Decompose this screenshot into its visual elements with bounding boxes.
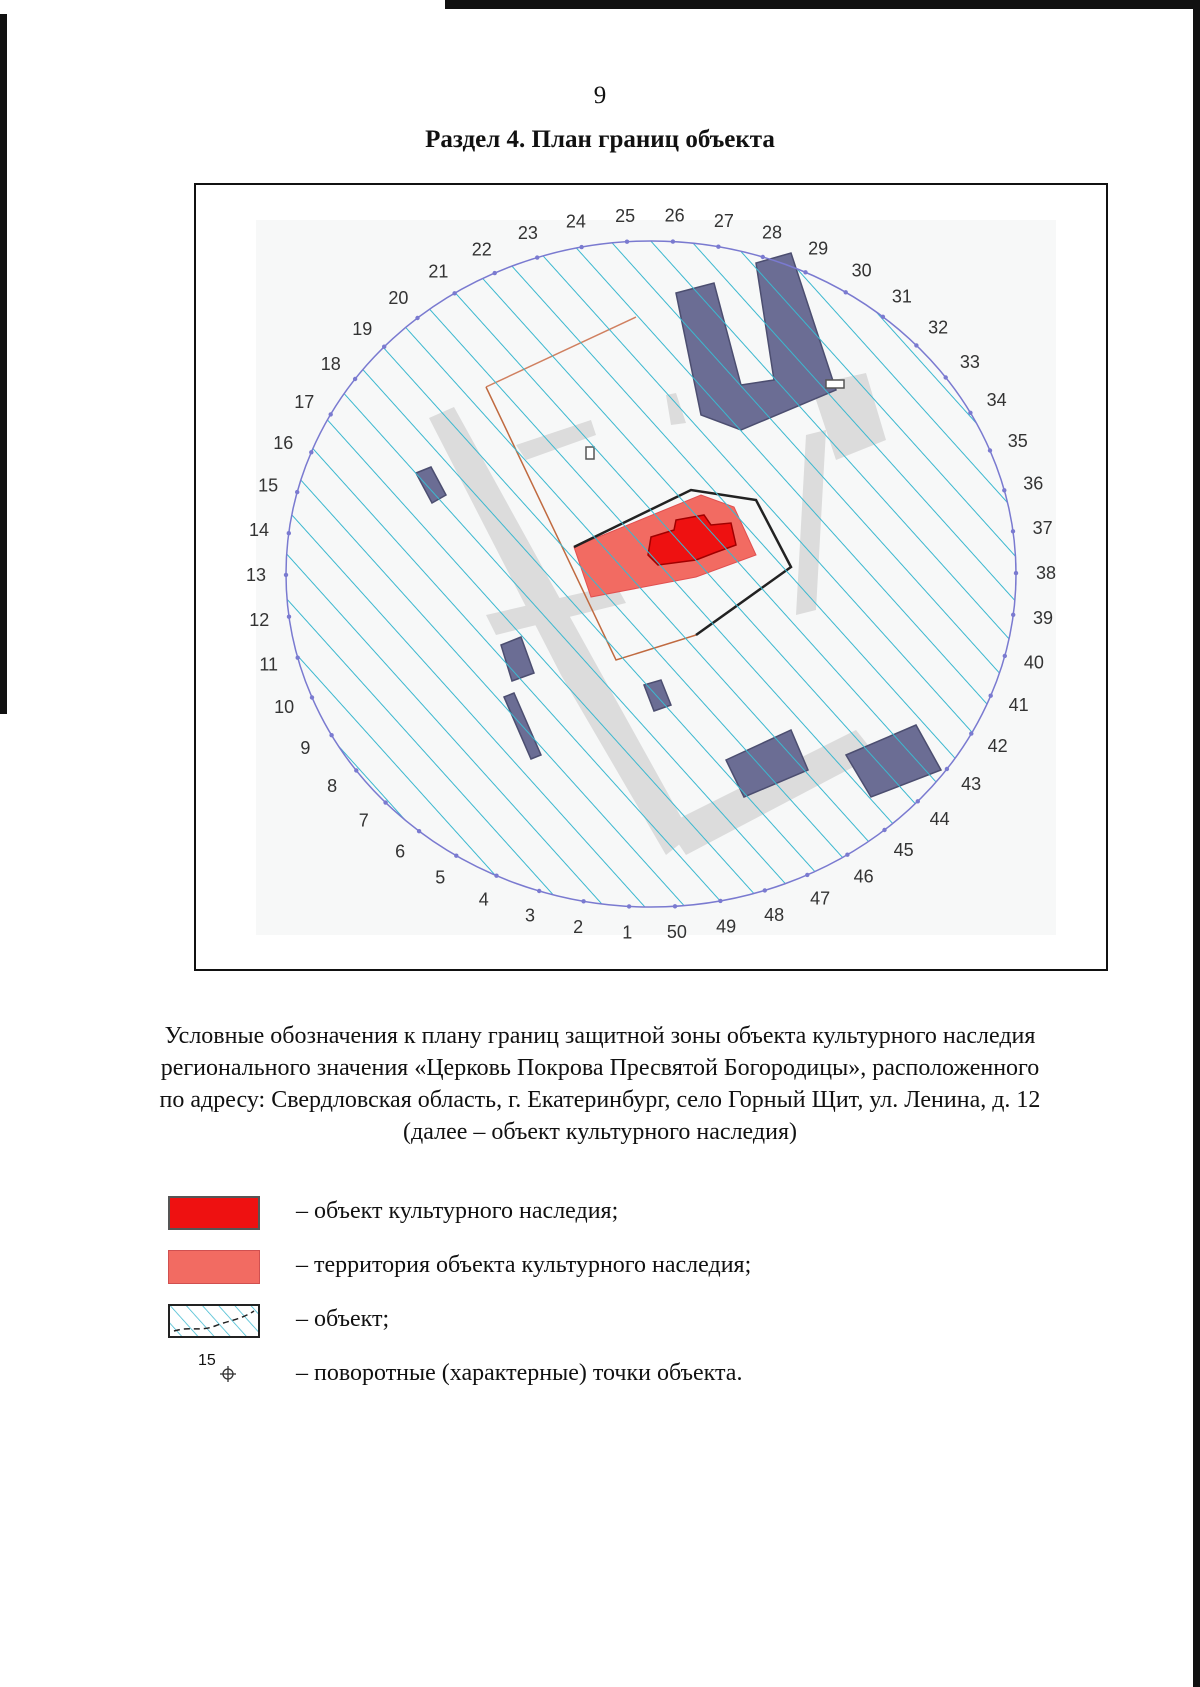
boundary-point-label: 6	[395, 841, 406, 862]
boundary-point-marker	[988, 448, 992, 452]
boundary-point-marker	[287, 615, 291, 619]
boundary-point-marker	[671, 239, 675, 243]
boundary-point-marker	[844, 290, 848, 294]
boundary-point-label: 48	[764, 905, 785, 926]
boundary-point-label: 40	[1023, 652, 1044, 673]
section-title: Раздел 4. План границ объекта	[425, 126, 775, 153]
boundary-point-label: 16	[273, 432, 294, 453]
boundary-point-label: 14	[248, 520, 270, 540]
boundary-point-label: 15	[258, 475, 279, 496]
point-marker-symbol	[198, 1352, 258, 1392]
boundary-point-label: 7	[358, 810, 369, 831]
boundary-point-label: 3	[524, 905, 536, 926]
plan-drawing	[196, 185, 1106, 969]
boundary-point-marker	[1011, 529, 1015, 533]
boundary-point-label: 42	[987, 736, 1008, 757]
boundary-point-marker	[673, 904, 677, 908]
boundary-point-marker	[1014, 571, 1018, 575]
heritage-territory-swatch	[168, 1250, 260, 1284]
boundary-point-label: 4	[478, 889, 489, 910]
boundary-point-marker	[295, 490, 299, 494]
boundary-point-marker	[761, 255, 765, 259]
boundary-point-label: 5	[435, 867, 446, 888]
boundary-point-label: 17	[294, 391, 315, 412]
scan-edge-right	[1193, 0, 1200, 1687]
boundary-point-label: 25	[615, 205, 636, 226]
boundary-point-label: 45	[893, 840, 914, 860]
boundary-point-label: 11	[259, 654, 279, 675]
boundary-point-label: 20	[388, 288, 409, 308]
boundary-point-marker	[354, 768, 358, 772]
legend-item-heritage-territory	[168, 1244, 1068, 1298]
page-number: 9	[593, 82, 607, 109]
boundary-point-label: 13	[245, 565, 267, 585]
boundary-point-label: 26	[664, 205, 685, 226]
boundary-point-marker	[914, 343, 918, 347]
boundary-point-label: 18	[320, 353, 341, 374]
boundary-point-marker	[763, 888, 767, 892]
boundary-point-marker	[287, 531, 291, 535]
legend-item-heritage-object	[168, 1190, 1068, 1244]
boundary-point-label: 9	[300, 737, 311, 758]
boundary-point-label: 39	[1032, 608, 1054, 628]
boundary-point-marker	[1002, 488, 1006, 492]
boundary-point-label: 33	[959, 352, 980, 373]
boundary-point-marker	[716, 245, 720, 249]
boundary-point-label: 47	[810, 888, 831, 909]
boundary-point-label: 29	[808, 238, 829, 259]
boundary-point-marker	[989, 694, 993, 698]
boundary-point-marker	[329, 733, 333, 737]
boundary-point-label: 30	[851, 260, 872, 281]
legend-heading: Условные обозначения к плану границ защитной зоны объекта культурного наследия регионального значения «Церковь Покрова Пресвятой Богородицы», расположенного по адресу: Свердловская область, г. Екатеринбург, село Горный Щит, ул. Ленина, д. 12 (далее – объект культурного наследия)	[159, 1023, 1041, 1145]
boundary-point-marker	[535, 255, 539, 259]
boundary-point-marker	[968, 411, 972, 415]
boundary-point-label: 21	[428, 261, 449, 282]
boundary-point-marker	[383, 800, 387, 804]
boundary-point-label: 31	[891, 286, 912, 307]
boundary-point-label: 37	[1032, 518, 1053, 538]
boundary-point-marker	[382, 345, 386, 349]
boundary-point-marker	[718, 899, 722, 903]
boundary-point-marker	[310, 695, 314, 699]
boundary-point-label: 49	[716, 916, 737, 937]
legend-text: – объект;	[296, 1306, 390, 1332]
boundary-point-marker	[581, 899, 585, 903]
boundary-point-marker	[944, 375, 948, 379]
boundary-point-marker	[1003, 654, 1007, 658]
boundary-plan-map	[194, 183, 1108, 971]
boundary-point-marker	[579, 245, 583, 249]
boundary-point-label: 34	[986, 390, 1007, 411]
boundary-point-marker	[309, 450, 313, 454]
boundary-point-label: 12	[249, 610, 270, 630]
boundary-point-label: 35	[1007, 430, 1028, 451]
boundary-point-marker	[1011, 613, 1015, 617]
legend-text: – поворотные (характерные) точки объекта.	[296, 1360, 743, 1386]
boundary-point-marker	[415, 316, 419, 320]
boundary-point-marker	[284, 573, 288, 577]
boundary-point-marker	[969, 731, 973, 735]
boundary-point-label: 19	[352, 319, 373, 339]
boundary-point-marker	[417, 829, 421, 833]
boundary-point-label: 10	[274, 697, 295, 718]
boundary-point-marker	[803, 270, 807, 274]
boundary-point-label: 24	[565, 211, 586, 232]
boundary-point-marker	[805, 873, 809, 877]
legend-item-point-marker	[168, 1352, 1068, 1406]
boundary-point-marker	[296, 656, 300, 660]
boundary-point-label: 32	[928, 317, 949, 338]
legend-text: – территория объекта культурного наследия;	[296, 1252, 752, 1278]
scan-edge-left	[0, 14, 7, 714]
boundary-point-marker	[454, 854, 458, 858]
boundary-point-label: 44	[929, 809, 950, 829]
legend-text: – объект культурного наследия;	[296, 1198, 619, 1224]
crosshair-icon	[218, 1364, 238, 1384]
boundary-point-marker	[625, 240, 629, 244]
legend-list	[168, 1190, 1068, 1406]
boundary-point-marker	[916, 799, 920, 803]
boundary-point-label: 50	[666, 922, 687, 943]
boundary-point-label: 46	[853, 866, 874, 887]
scan-edge-top	[445, 0, 1200, 9]
boundary-point-label: 27	[713, 211, 734, 232]
boundary-point-marker	[945, 767, 949, 771]
hatched-object-swatch	[168, 1304, 260, 1338]
boundary-point-label: 2	[573, 916, 584, 937]
boundary-point-marker	[537, 889, 541, 893]
heritage-object-swatch	[168, 1196, 260, 1230]
boundary-point-marker	[493, 271, 497, 275]
boundary-point-label: 38	[1035, 563, 1057, 583]
boundary-point-label: 8	[327, 775, 338, 796]
boundary-point-label: 22	[471, 239, 492, 260]
point-marker-number: 15	[198, 1352, 216, 1369]
boundary-point-marker	[845, 853, 849, 857]
boundary-point-label: 23	[517, 222, 538, 243]
legend-item-object	[168, 1298, 1068, 1352]
protection-zone	[286, 238, 1016, 910]
boundary-point-marker	[353, 377, 357, 381]
boundary-point-marker	[627, 904, 631, 908]
boundary-point-label: 1	[622, 922, 633, 943]
boundary-point-marker	[494, 874, 498, 878]
boundary-point-label: 28	[761, 222, 783, 243]
boundary-point-marker	[452, 291, 456, 295]
boundary-point-label: 36	[1023, 473, 1044, 494]
boundary-point-marker	[882, 828, 886, 832]
boundary-point-label: 43	[961, 774, 982, 795]
boundary-point-marker	[881, 315, 885, 319]
boundary-point-marker	[329, 412, 333, 416]
boundary-point-label: 41	[1008, 695, 1029, 716]
